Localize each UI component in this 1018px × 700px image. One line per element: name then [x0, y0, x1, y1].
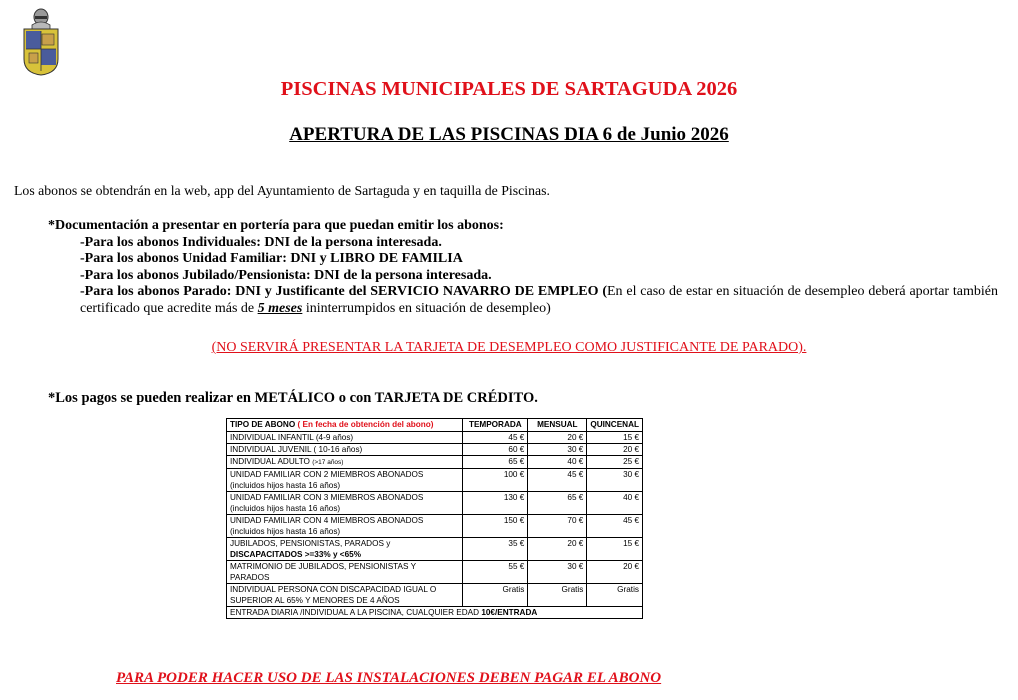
parado-warning-note: (NO SERVIRÁ PRESENTAR LA TARJETA DE DESEMPLEO COMO JUSTIFICANTE DE PARADO).	[211, 340, 807, 355]
header-mensual: MENSUAL	[528, 419, 587, 432]
header-temporada: TEMPORADA	[463, 419, 528, 432]
doc-item-jubilado: -Para los abonos Jubilado/Pensionista: DNI de la persona interesada.	[80, 267, 492, 283]
table-header-row	[227, 419, 643, 432]
table-row: UNIDAD FAMILIAR CON 2 MIEMBROS ABONADOS (incluidos hijos hasta 16 años) 100 € 45 € 30 €	[227, 469, 643, 492]
five-months-emphasis: 5 meses	[257, 300, 303, 316]
table-row: UNIDAD FAMILIAR CON 4 MIEMBROS ABONADOS (incluidos hijos hasta 16 años) 150 € 70 € 45 €	[227, 515, 643, 538]
table-row: JUBILADOS, PENSIONISTAS, PARADOS y DISCAPACITADOS >=33% y <65% 35 € 20 € 15 €	[227, 538, 643, 561]
coat-of-arms-icon	[20, 5, 62, 77]
table-row-entrada: ENTRADA DIARIA /INDIVIDUAL A LA PISCINA, CUALQUIER EDAD 10€/ENTRADA	[227, 607, 643, 619]
header-tipo: TIPO DE ABONO ( En fecha de obtención del abono)	[227, 419, 463, 432]
pricing-table	[226, 418, 643, 619]
doc-item-parado: -Para los abonos Parado: DNI y Justificante del SERVICIO NAVARRO DE EMPLEO (En el caso de estar en situación de desempleo deberá aportar también certificado que acredite más de 5 meses ininterrumpidos en situación de desempleo)	[80, 284, 998, 316]
table-row: INDIVIDUAL INFANTIL (4-9 años) 45 € 20 € 15 €	[227, 432, 643, 444]
doc-item-familiar: -Para los abonos Unidad Familiar: DNI y LIBRO DE FAMILIA	[80, 251, 463, 266]
doc-item-individual: -Para los abonos Individuales: DNI de la persona interesada.	[80, 234, 442, 250]
table-row: INDIVIDUAL PERSONA CON DISCAPACIDAD IGUAL O SUPERIOR AL 65% Y MENORES DE 4 AÑOS Gratis Gratis Gratis	[227, 584, 643, 607]
documentation-section	[48, 218, 998, 317]
table-row: MATRIMONIO DE JUBILADOS, PENSIONISTAS Y PARADOS 55 € 30 € 20 €	[227, 561, 643, 584]
documentation-heading: *Documentación a presentar en portería para que puedan emitir los abonos:	[48, 218, 504, 233]
footer-warning: PARA PODER HACER USO DE LAS INSTALACIONES DEBEN PAGAR EL ABONO	[116, 670, 662, 686]
table-row: UNIDAD FAMILIAR CON 3 MIEMBROS ABONADOS (incluidos hijos hasta 16 años) 130 € 65 € 40 €	[227, 492, 643, 515]
intro-text: Los abonos se obtendrán en la web, app del Ayuntamiento de Sartaguda y en taquilla de Piscinas.	[14, 183, 550, 198]
payments-text: *Los pagos se pueden realizar en METÁLICO o con TARJETA DE CRÉDITO.	[48, 390, 538, 406]
page-title: PISCINAS MUNICIPALES DE SARTAGUDA 2026	[280, 78, 738, 100]
opening-subtitle: APERTURA DE LAS PISCINAS DIA 6 de Junio 2026	[289, 124, 729, 145]
table-row: INDIVIDUAL ADULTO (>17 años) 65 € 40 € 25 €	[227, 456, 643, 469]
table-row: INDIVIDUAL JUVENIL ( 10-16 años) 60 € 30 € 20 €	[227, 444, 643, 456]
header-quincenal: QUINCENAL	[587, 419, 643, 432]
